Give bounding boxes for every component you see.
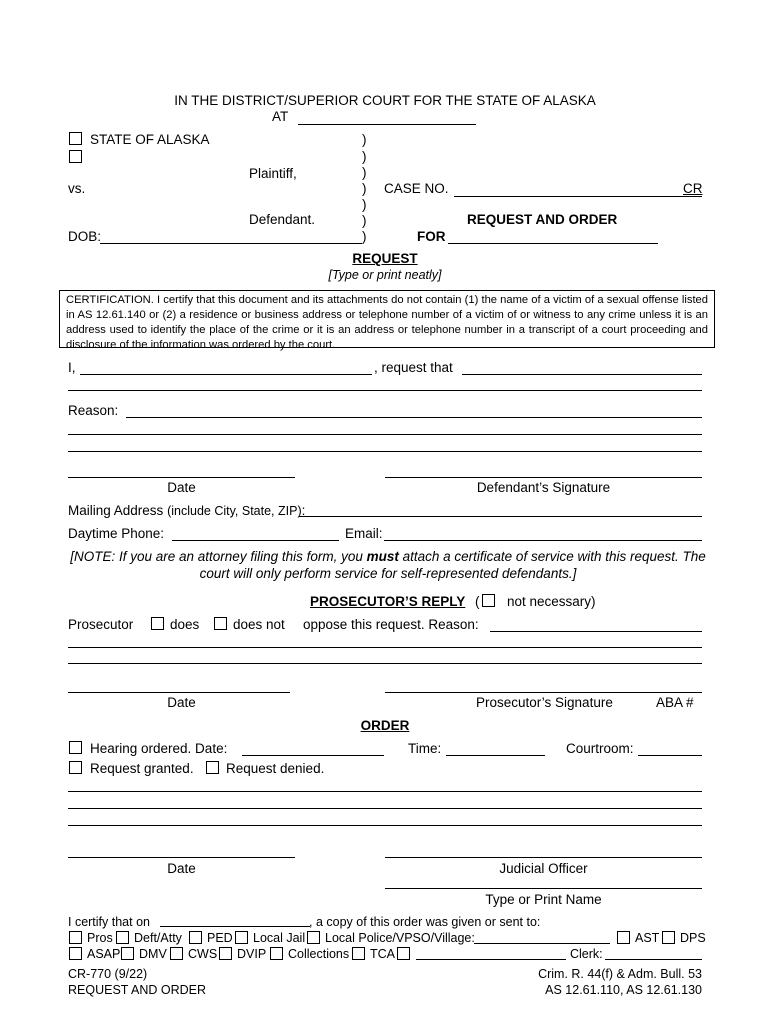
dvip-label: DVIP <box>237 947 267 961</box>
note-text-2: attach a certificate of service with this request. The court will only perform service for self-represented defendants.] <box>199 549 706 581</box>
i-label: I, <box>68 360 76 375</box>
at-location-field[interactable] <box>298 124 476 125</box>
prosecutor-reply-heading: PROSECUTOR’S REPLY <box>310 594 466 609</box>
caption-paren: ) <box>362 213 367 228</box>
dob-field[interactable] <box>100 243 362 244</box>
caption-paren: ) <box>362 181 367 196</box>
document-title: REQUEST AND ORDER <box>467 212 618 227</box>
note-text-1: [NOTE: If you are an attorney filing this form, you <box>70 549 367 564</box>
reason-field[interactable] <box>126 417 702 418</box>
prosecutor-reason-field[interactable] <box>490 631 702 632</box>
hearing-ordered-label: Hearing ordered. Date: <box>90 741 228 756</box>
defendant-signature-label: Defendant’s Signature <box>476 480 611 495</box>
reply-open-paren: ( <box>475 594 480 609</box>
case-no-field[interactable] <box>454 196 702 197</box>
asap-checkbox[interactable] <box>69 947 82 960</box>
collections-label: Collections <box>288 947 350 961</box>
mailing-address-label: Mailing Address <box>68 503 164 518</box>
mailing-address-hint: (include City, State, ZIP) <box>167 504 302 518</box>
prosecutor-reason-line-3[interactable] <box>68 663 702 664</box>
state-of-alaska-label: STATE OF ALASKA <box>90 132 210 147</box>
type-or-print-name-label: Type or Print Name <box>485 892 602 907</box>
daytime-phone-label: Daytime Phone: <box>68 526 165 541</box>
mailing-address-colon: : <box>301 503 306 518</box>
attorney-note <box>68 548 708 582</box>
cws-checkbox[interactable] <box>170 947 183 960</box>
order-line-2[interactable] <box>68 808 702 809</box>
judicial-officer-signature-field[interactable] <box>385 857 702 858</box>
prosecutor-label: Prosecutor <box>68 617 134 632</box>
defendant-signature-field[interactable] <box>385 477 702 478</box>
judicial-officer-label: Judicial Officer <box>499 861 588 876</box>
does-label: does <box>170 617 200 632</box>
caption-paren: ) <box>362 165 367 180</box>
hearing-time-field[interactable] <box>446 755 545 756</box>
caption-paren: ) <box>362 132 367 147</box>
form-name: REQUEST AND ORDER <box>68 983 206 997</box>
tca-checkbox[interactable] <box>352 947 365 960</box>
case-no-label: CASE NO. <box>384 181 449 196</box>
clerk-field[interactable] <box>605 959 702 960</box>
email-field[interactable] <box>384 540 702 541</box>
ast-checkbox[interactable] <box>617 931 630 944</box>
rule-reference: Crim. R. 44(f) & Adm. Bull. 53 <box>538 967 702 981</box>
request-granted-label: Request granted. <box>90 761 194 776</box>
certification-box: CERTIFICATION. I certify that this document and its attachments do not contain (1) the name of a victim of a sexual offense listed in AS 12.61.140 or (2) a residence or business address or telephone number of a victim of or witness to any crime unless it is an address used to identify the place of the crime or it is an address or telephone number in a transcript of a court proceeding and disclosure of the information was ordered by the court. <box>59 290 715 348</box>
reason-line-3[interactable] <box>68 451 702 452</box>
defendant-label: Defendant. <box>249 212 316 227</box>
courtroom-label: Courtroom: <box>566 741 634 756</box>
vs-label: vs. <box>68 181 86 196</box>
dob-label: DOB: <box>68 229 102 244</box>
reason-line-2[interactable] <box>68 434 702 435</box>
cws-label: CWS <box>188 947 218 961</box>
other-plaintiff-checkbox[interactable] <box>69 150 82 163</box>
not-necessary-label: not necessary) <box>507 594 596 609</box>
deft-atty-checkbox[interactable] <box>116 931 129 944</box>
certify-that-on-label: I certify that on <box>68 915 150 929</box>
ast-label: AST <box>635 931 660 945</box>
mailing-address-field[interactable] <box>299 516 702 517</box>
local-police-label: Local Police/VPSO/Village: <box>325 931 475 945</box>
request-that-field[interactable] <box>462 374 702 375</box>
statute-reference: AS 12.61.110, AS 12.61.130 <box>545 983 702 997</box>
copy-given-label: , a copy of this order was given or sent to: <box>309 915 541 929</box>
hearing-date-field[interactable] <box>242 755 384 756</box>
requester-name-field[interactable] <box>80 374 372 375</box>
request-granted-checkbox[interactable] <box>69 761 82 774</box>
state-of-alaska-checkbox[interactable] <box>69 132 82 145</box>
hearing-ordered-checkbox[interactable] <box>69 741 82 754</box>
dvip-checkbox[interactable] <box>219 947 232 960</box>
oppose-reason-label: oppose this request. Reason: <box>303 617 479 632</box>
plaintiff-label: Plaintiff, <box>249 166 297 181</box>
does-not-checkbox[interactable] <box>214 617 227 630</box>
court-heading: IN THE DISTRICT/SUPERIOR COURT FOR THE STATE OF ALASKA <box>174 93 596 108</box>
collections-checkbox[interactable] <box>270 947 283 960</box>
prosecutor-signature-label: Prosecutor’s Signature <box>476 695 613 710</box>
reason-label: Reason: <box>68 403 119 418</box>
local-jail-label: Local Jail <box>253 931 306 945</box>
pros-label: Pros <box>87 931 113 945</box>
deft-atty-label: Deft/Atty <box>134 931 182 945</box>
aba-label: ABA # <box>656 695 694 710</box>
ped-checkbox[interactable] <box>189 931 202 944</box>
caption-paren: ) <box>362 149 367 164</box>
order-date-label: Date <box>167 861 196 876</box>
dmv-label: DMV <box>139 947 167 961</box>
other-recipient-checkbox[interactable] <box>397 947 410 960</box>
order-date-field[interactable] <box>68 857 295 858</box>
pros-checkbox[interactable] <box>69 931 82 944</box>
asap-label: ASAP <box>87 947 121 961</box>
cr-suffix: CR <box>683 181 703 196</box>
printed-name-field[interactable] <box>385 888 702 889</box>
mailing-address-row <box>68 503 305 519</box>
local-police-field[interactable] <box>474 943 610 944</box>
dps-label: DPS <box>680 931 706 945</box>
request-subheading: [Type or print neatly] <box>328 268 442 282</box>
prosecutor-signature-field[interactable] <box>385 692 702 693</box>
prosecutor-reason-line-2[interactable] <box>68 647 702 648</box>
email-label: Email: <box>345 526 383 541</box>
for-field[interactable] <box>448 243 658 244</box>
request-denied-checkbox[interactable] <box>206 761 219 774</box>
order-line-1[interactable] <box>68 791 702 792</box>
not-necessary-checkbox[interactable] <box>482 594 495 607</box>
prosecutor-date-label: Date <box>167 695 196 710</box>
request-heading: REQUEST <box>352 251 418 266</box>
caption-paren: ) <box>362 229 367 244</box>
request-that-label: , request that <box>374 360 453 375</box>
at-label: AT <box>272 109 289 124</box>
request-date-field[interactable] <box>68 477 295 478</box>
dmv-checkbox[interactable] <box>121 947 134 960</box>
ped-label: PED <box>207 931 233 945</box>
request-date-label: Date <box>167 480 196 495</box>
does-not-label: does not <box>233 617 285 632</box>
for-label: FOR <box>417 229 446 244</box>
time-label: Time: <box>408 741 442 756</box>
does-checkbox[interactable] <box>151 617 164 630</box>
caption-paren: ) <box>362 197 367 212</box>
tca-label: TCA <box>370 947 395 961</box>
request-line-2[interactable] <box>68 390 702 391</box>
note-must: must <box>366 549 399 564</box>
dps-checkbox[interactable] <box>662 931 675 944</box>
other-recipient-field[interactable] <box>416 959 566 960</box>
daytime-phone-field[interactable] <box>172 540 339 541</box>
local-police-checkbox[interactable] <box>307 931 320 944</box>
prosecutor-date-field[interactable] <box>68 692 290 693</box>
courtroom-field[interactable] <box>638 755 702 756</box>
order-heading: ORDER <box>360 718 410 733</box>
order-line-3[interactable] <box>68 825 702 826</box>
local-jail-checkbox[interactable] <box>235 931 248 944</box>
form-number: CR-770 (9/22) <box>68 967 148 981</box>
request-denied-label: Request denied. <box>226 761 325 776</box>
clerk-label: Clerk: <box>570 947 603 961</box>
certify-date-field[interactable] <box>160 926 310 927</box>
